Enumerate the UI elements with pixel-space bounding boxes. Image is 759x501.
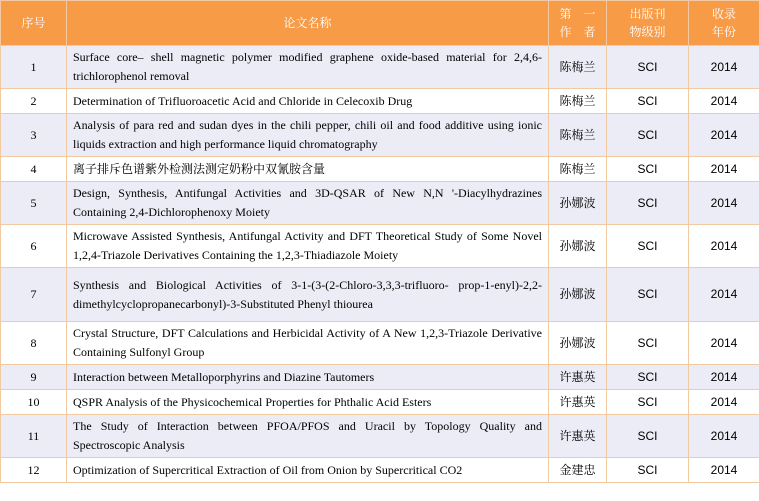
row-title: Optimization of Supercritical Extraction of Oil from Onion by Supercritical CO2 xyxy=(67,458,549,483)
row-year: 2014 xyxy=(689,458,759,483)
header-publication-level: 出版刊 物级别 xyxy=(607,1,689,46)
row-year: 2014 xyxy=(689,182,759,225)
row-author: 陈梅兰 xyxy=(549,157,607,182)
row-no: 2 xyxy=(1,89,67,114)
row-no: 11 xyxy=(1,415,67,458)
row-no: 4 xyxy=(1,157,67,182)
header-author: 第 一 作 者 xyxy=(549,1,607,46)
row-publication-level: SCI xyxy=(607,114,689,157)
row-publication-level: SCI xyxy=(607,365,689,390)
row-no: 1 xyxy=(1,46,67,89)
row-author: 陈梅兰 xyxy=(549,114,607,157)
row-author: 许惠英 xyxy=(549,365,607,390)
row-publication-level: SCI xyxy=(607,182,689,225)
table-row xyxy=(1,365,759,390)
row-author: 陈梅兰 xyxy=(549,89,607,114)
row-title: Design, Synthesis, Antifungal Activities and 3D-QSAR of New N,N '-Diacylhydrazines Containing 2,4-Dichlorophenoxy Moiety xyxy=(67,182,549,225)
table-row xyxy=(1,390,759,415)
row-no: 9 xyxy=(1,365,67,390)
row-publication-level: SCI xyxy=(607,46,689,89)
row-no: 3 xyxy=(1,114,67,157)
row-no: 8 xyxy=(1,322,67,365)
row-title: Microwave Assisted Synthesis, Antifungal Activity and DFT Theoretical Study of Some Novel 1,2,4-Triazole Derivatives Containing the 1,2,3-Thiadiazole Moiety xyxy=(67,225,549,268)
row-publication-level: SCI xyxy=(607,157,689,182)
table-row xyxy=(1,182,759,225)
row-no: 10 xyxy=(1,390,67,415)
row-publication-level: SCI xyxy=(607,268,689,322)
row-publication-level: SCI xyxy=(607,322,689,365)
row-no: 6 xyxy=(1,225,67,268)
row-title: Crystal Structure, DFT Calculations and Herbicidal Activity of A New 1,2,3-Triazole Derivative Containing Sulfonyl Group xyxy=(67,322,549,365)
row-title: Interaction between Metalloporphyrins and Diazine Tautomers xyxy=(67,365,549,390)
row-title: Analysis of para red and sudan dyes in the chili pepper, chili oil and food additive using ionic liquids extraction and high performance liquid chromatography xyxy=(67,114,549,157)
row-author: 陈梅兰 xyxy=(549,46,607,89)
table-row xyxy=(1,322,759,365)
row-year: 2014 xyxy=(689,268,759,322)
row-publication-level: SCI xyxy=(607,89,689,114)
header-row xyxy=(1,1,759,46)
row-title: The Study of Interaction between PFOA/PFOS and Uracil by Topology Quality and Spectroscopic Analysis xyxy=(67,415,549,458)
row-author: 金建忠 xyxy=(549,458,607,483)
row-no: 5 xyxy=(1,182,67,225)
row-year: 2014 xyxy=(689,225,759,268)
table-row xyxy=(1,46,759,89)
row-author: 孙娜波 xyxy=(549,268,607,322)
row-title: Determination of Trifluoroacetic Acid and Chloride in Celecoxib Drug xyxy=(67,89,549,114)
row-author: 许惠英 xyxy=(549,415,607,458)
row-publication-level: SCI xyxy=(607,458,689,483)
row-author: 许惠英 xyxy=(549,390,607,415)
row-title: Synthesis and Biological Activities of 3-1-(3-(2-Chloro-3,3,3-trifluoro- prop-1-enyl)-2,2-dimethylcyclopropanecarbonyl)-3-Substituted Phenyl thiourea xyxy=(67,268,549,322)
table-row xyxy=(1,114,759,157)
row-author: 孙娜波 xyxy=(549,225,607,268)
row-no: 7 xyxy=(1,268,67,322)
row-publication-level: SCI xyxy=(607,415,689,458)
row-author: 孙娜波 xyxy=(549,322,607,365)
header-no: 序号 xyxy=(1,1,67,46)
row-publication-level: SCI xyxy=(607,225,689,268)
row-year: 2014 xyxy=(689,114,759,157)
table-row xyxy=(1,268,759,322)
table-row xyxy=(1,157,759,182)
row-title: Surface core– shell magnetic polymer modified graphene oxide-based material for 2,4,6-trichlorophenol removal xyxy=(67,46,549,89)
row-year: 2014 xyxy=(689,365,759,390)
header-year: 收录 年份 xyxy=(689,1,759,46)
row-year: 2014 xyxy=(689,322,759,365)
table-row xyxy=(1,415,759,458)
row-year: 2014 xyxy=(689,46,759,89)
row-year: 2014 xyxy=(689,390,759,415)
table-row xyxy=(1,458,759,483)
header-title: 论文名称 xyxy=(67,1,549,46)
row-year: 2014 xyxy=(689,415,759,458)
row-year: 2014 xyxy=(689,89,759,114)
row-title: QSPR Analysis of the Physicochemical Properties for Phthalic Acid Esters xyxy=(67,390,549,415)
row-no: 12 xyxy=(1,458,67,483)
row-title: 离子排斥色谱紫外检测法测定奶粉中双氰胺含量 xyxy=(67,157,549,182)
table-row xyxy=(1,225,759,268)
row-publication-level: SCI xyxy=(607,390,689,415)
row-year: 2014 xyxy=(689,157,759,182)
table-row xyxy=(1,89,759,114)
row-author: 孙娜波 xyxy=(549,182,607,225)
